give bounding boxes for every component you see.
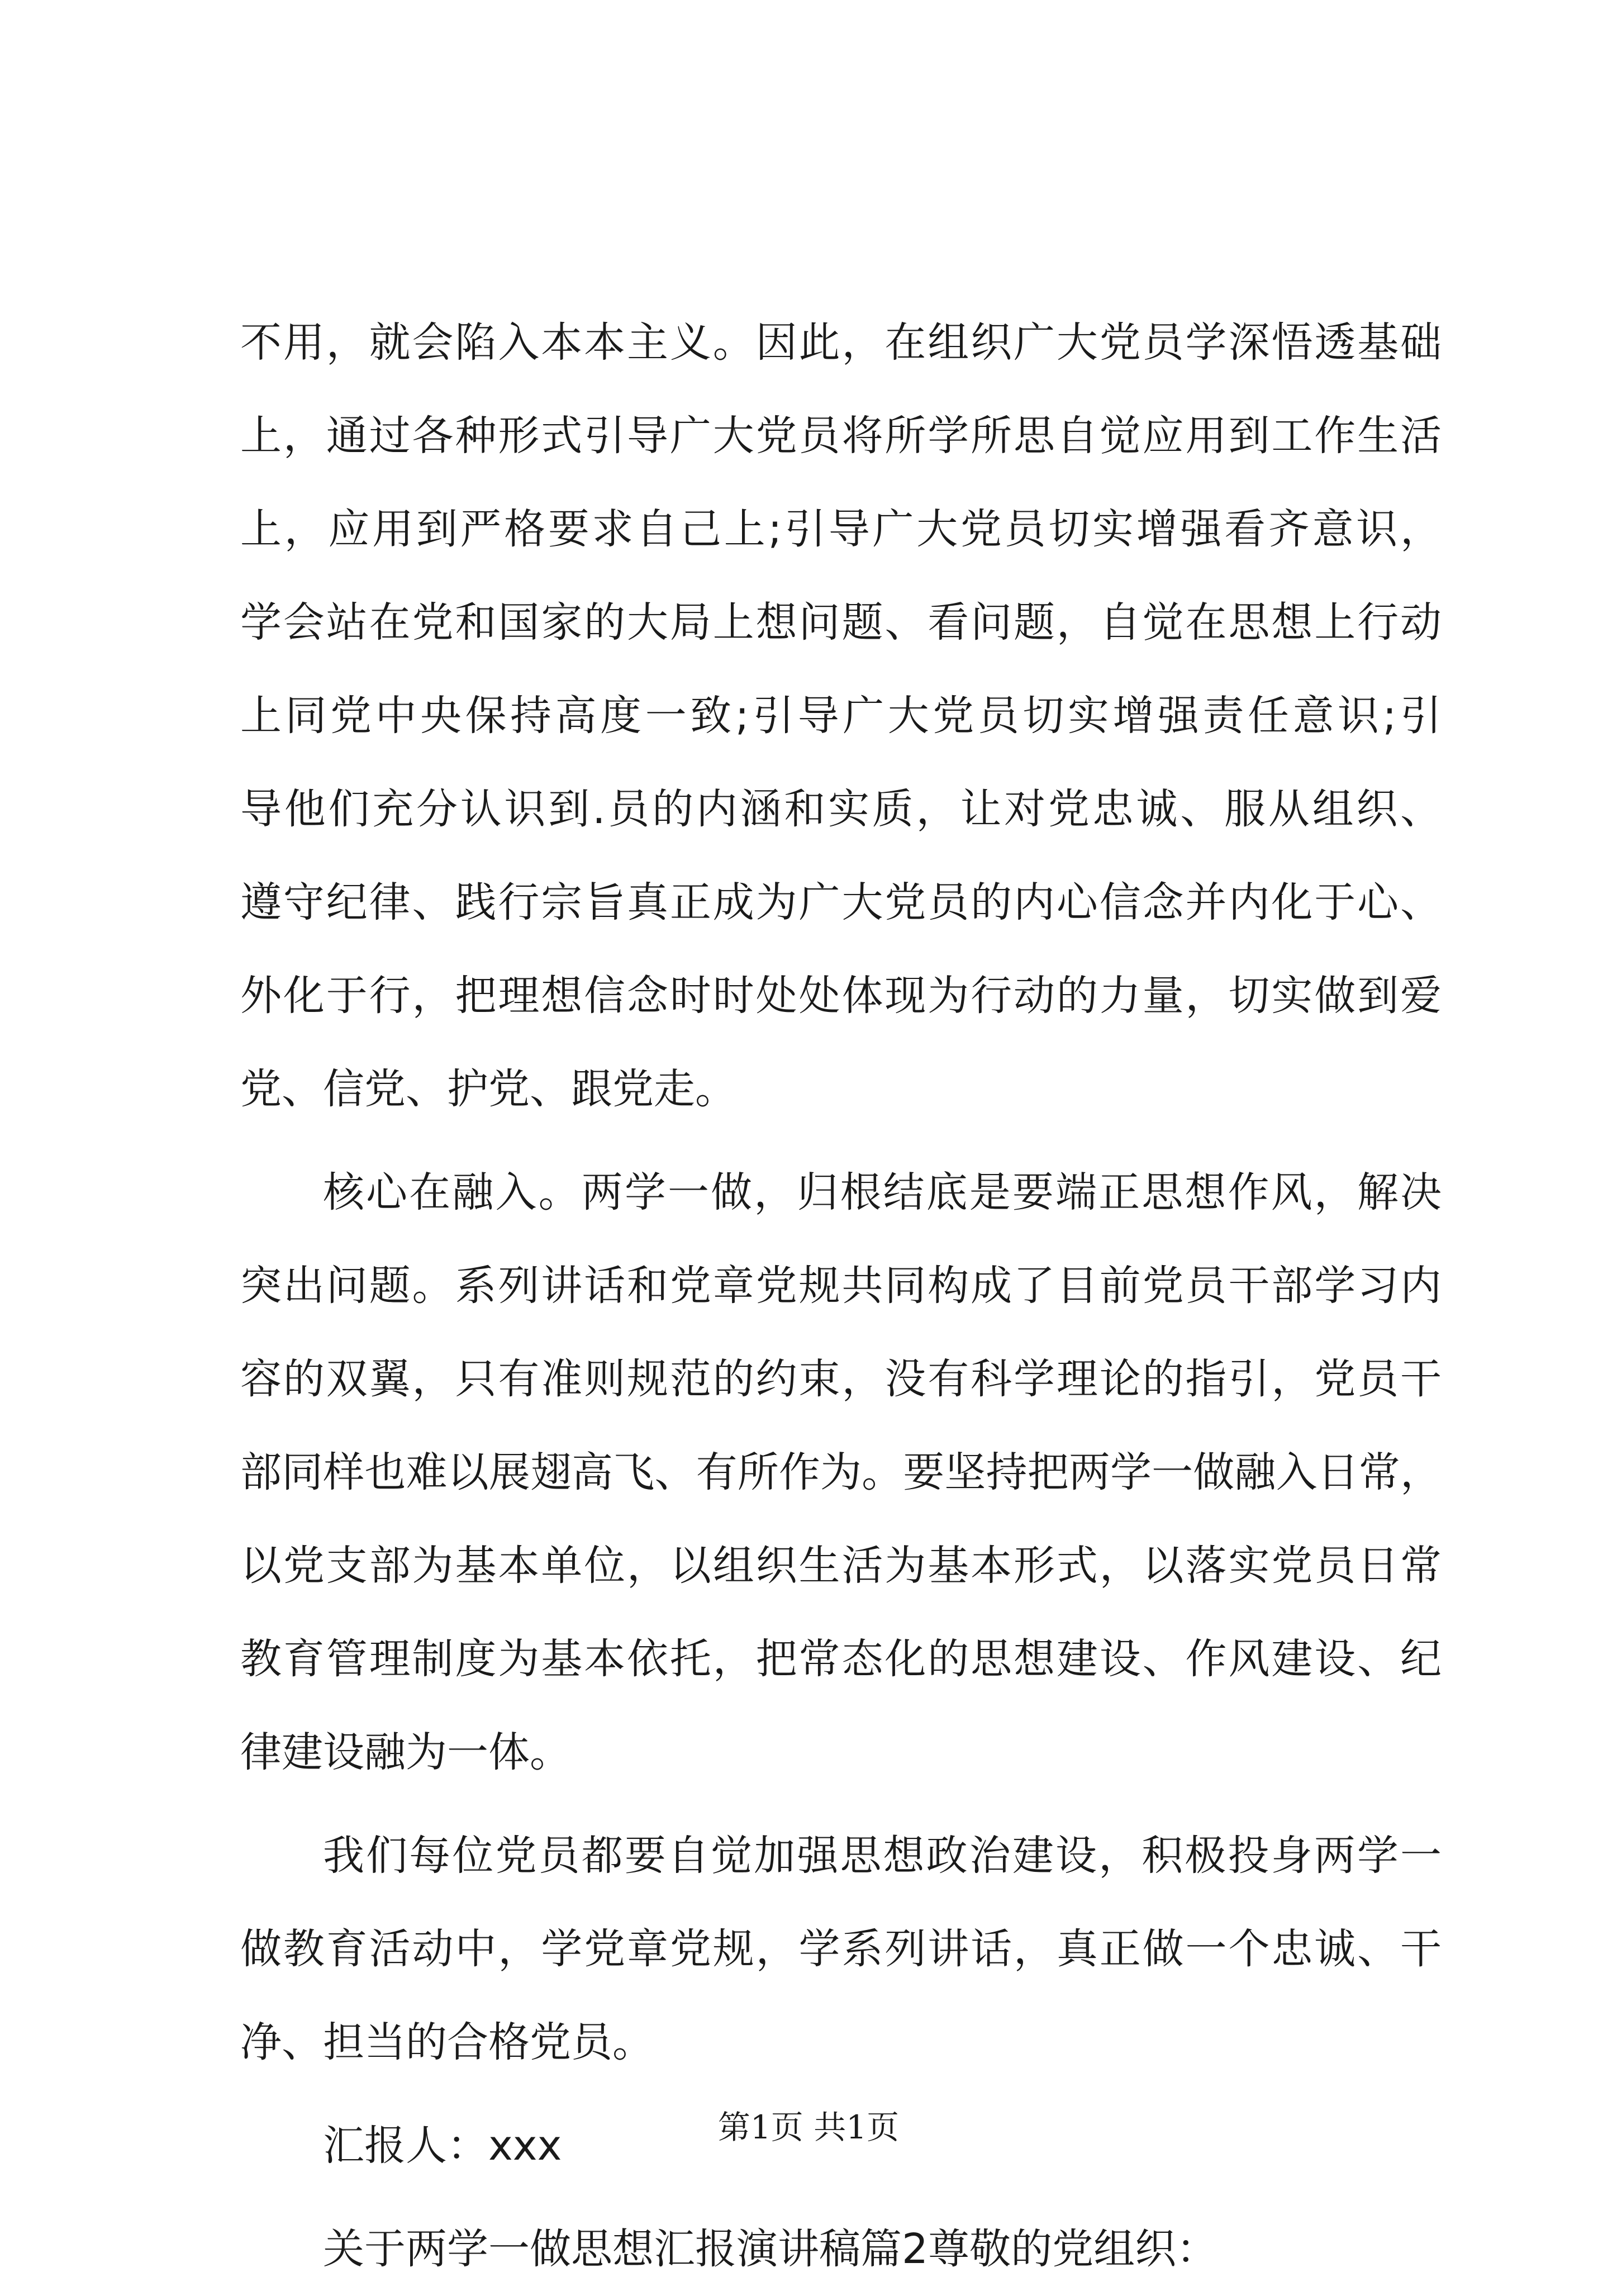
- text-line: 党、信党、护党、跟党走。: [240, 1065, 736, 1113]
- text-line: 部同样也难以展翅高飞、有所作为。要坚持把两学一做融入日常，: [240, 1448, 1442, 1496]
- page-footer: [0, 2101, 1617, 2148]
- paragraph: [240, 1809, 1442, 2089]
- text-line: 做教育活动中，学党章党规，学系列讲话，真正做一个忠诚、干: [240, 1925, 1442, 1973]
- text-line: 导他们充分认识到.员的内涵和实质，让对党忠诚、服从组织、: [240, 785, 1442, 833]
- text-line: 汇报人：xxx: [323, 2122, 562, 2170]
- text-line: 上同党中央保持高度一致;引导广大党员切实增强责任意识;引: [240, 692, 1442, 740]
- text-line: 以党支部为基本单位，以组织生活为基本形式，以落实党员日常: [240, 1542, 1442, 1590]
- text-line: 净、担当的合格党员。: [240, 2018, 654, 2066]
- text-line: 核心在融入。两学一做，归根结底是要端正思想作风，解决: [323, 1168, 1442, 1216]
- text-line: 上，通过各种形式引导广大党员将所学所思自觉应用到工作生活: [240, 412, 1442, 460]
- page-number-label: 第1页 共1页: [717, 2108, 900, 2146]
- text-line: 上，应用到严格要求自己上;引导广大党员切实增强看齐意识，: [240, 505, 1442, 553]
- text-line: 突出问题。系列讲话和党章党规共同构成了目前党员干部学习内: [240, 1262, 1442, 1310]
- document-body: [240, 296, 1442, 2296]
- next-article-heading: [240, 2203, 1442, 2296]
- text-line: 教育管理制度为基本依托，把常态化的思想建设、作风建设、纪: [240, 1635, 1442, 1683]
- text-line: 不用，就会陷入本本主义。因此，在组织广大党员学深悟透基础: [240, 319, 1442, 367]
- text-line: 关于两学一做思想汇报演讲稿篇2尊敬的党组织：: [323, 2225, 1218, 2273]
- paragraph: [240, 1146, 1442, 1799]
- text-line: 律建设融为一体。: [240, 1728, 571, 1776]
- text-line: 外化于行，把理想信念时时处处体现为行动的力量，切实做到爱: [240, 972, 1442, 1020]
- text-line: 我们每位党员都要自觉加强思想政治建设，积极投身两学一: [323, 1832, 1442, 1880]
- text-line: 容的双翼，只有准则规范的约束，没有科学理论的指引，党员干: [240, 1355, 1442, 1403]
- text-line: 遵守纪律、践行宗旨真正成为广大党员的内心信念并内化于心、: [240, 878, 1442, 926]
- paragraph: [240, 296, 1442, 1136]
- text-line: 学会站在党和国家的大局上想问题、看问题，自觉在思想上行动: [240, 598, 1442, 647]
